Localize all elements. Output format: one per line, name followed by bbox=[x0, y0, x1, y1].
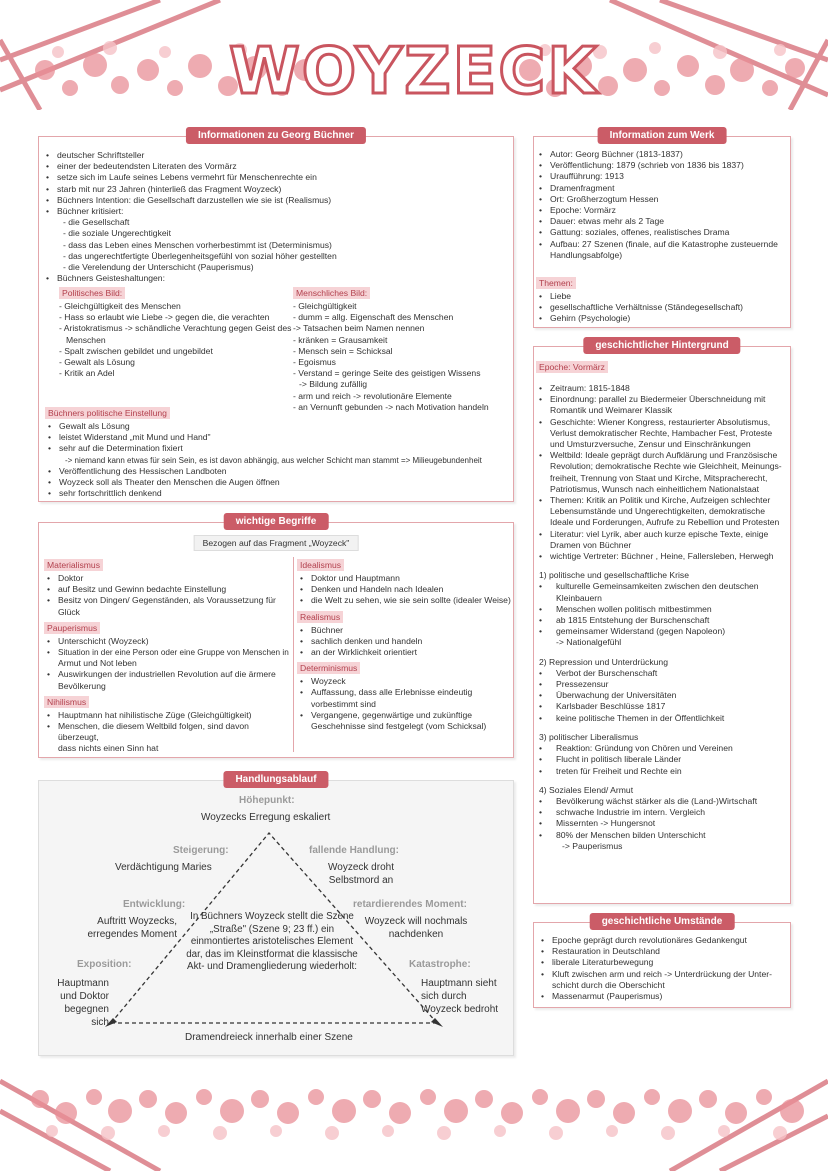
list-item: - Mensch sein = Schicksal bbox=[293, 345, 393, 356]
list-item: Dramen von Büchner bbox=[550, 539, 632, 550]
list-item: • auf Besitz und Gewinn bedachte Einstellung bbox=[44, 584, 289, 595]
page-title: WOYZECK bbox=[229, 35, 599, 109]
retard-text: Woyzeck will nochmals nachdenken bbox=[364, 916, 468, 940]
list-item: schicht durch die Oberschicht bbox=[552, 979, 665, 990]
katastrophe-text: Hauptmann sieht sich durch Woyzeck bedroht bbox=[421, 978, 499, 1015]
list-item: - Kritik an Adel bbox=[59, 368, 115, 379]
list-item: Bevölkerung bbox=[58, 680, 106, 691]
list-item: • Geschichte: Wiener Kongress, restaurierter Absolutismus, bbox=[536, 417, 788, 428]
list-item: • Hauptmann hat nihilistische Züge (Gleichgültigkeit) bbox=[44, 710, 289, 721]
exposition-text: Hauptmann und Doktor begegnen sich bbox=[57, 978, 109, 1028]
list-item: - Spalt zwischen gebildet und ungebildet bbox=[59, 345, 213, 356]
column-divider bbox=[293, 557, 294, 752]
werk-box bbox=[533, 130, 791, 328]
list-item: • setze sich im Laufe seines Lebens vermehrt für Menschenrechte ein bbox=[43, 172, 503, 183]
list-item: • Flucht in politisch liberale Länder bbox=[536, 754, 788, 765]
list-item: Handlungsabfolge) bbox=[550, 249, 623, 260]
list-item: - das ungerechtfertigte Überlegenheitsgefühl von sozial höher gestellten bbox=[63, 250, 337, 261]
list-item: • Büchner kritisiert: bbox=[43, 206, 503, 217]
list-item: • 80% der Menschen bilden Unterschicht bbox=[536, 830, 788, 841]
list-item: • Veröffentlichung: 1879 (schrieb von 1836 bis 1837) bbox=[536, 160, 788, 171]
list-item: Revolution; demokratische Rechte wie Gleichheit, Meinungs- bbox=[550, 461, 782, 472]
entwicklung-text: Auftritt Woyzecks, erregendes Moment bbox=[87, 916, 177, 940]
retard-label: retardierendes Moment: bbox=[353, 899, 467, 910]
list-item: • Menschen wollen politisch mitbestimmen bbox=[536, 604, 788, 615]
list-item: - arm und reich -> revolutionäre Elemente bbox=[293, 390, 452, 401]
list-item: -> Pauperismus bbox=[562, 840, 623, 851]
list-item: • Woyzeck soll als Theater den Menschen die Augen öffnen bbox=[45, 477, 510, 488]
list-item: - Verstand = geringe Seite des geistigen Wissens bbox=[293, 368, 481, 379]
list-item: • Massenarmut (Pauperismus) bbox=[538, 991, 788, 1002]
themen-tag: Themen: bbox=[536, 277, 576, 289]
list-item: • Büchner bbox=[297, 625, 511, 636]
hoehepunkt-text: Woyzecks Erregung eskaliert bbox=[201, 812, 331, 823]
list-item: • Doktor und Hauptmann bbox=[297, 573, 511, 584]
list-item: -> Bildung zufällig bbox=[299, 379, 368, 390]
entwicklung-label: Entwicklung: bbox=[123, 899, 186, 910]
list-item: • sachlich denken und handeln bbox=[297, 636, 511, 647]
list-item: • Zeitraum: 1815-1848 bbox=[536, 383, 788, 394]
politisch-tag: Politisches Bild: bbox=[59, 287, 125, 299]
idealismus-tag: Idealismus bbox=[297, 559, 344, 571]
list-item: • kulturelle Gemeinsamkeiten zwischen den deutschen bbox=[536, 581, 788, 592]
list-item: Glück bbox=[58, 606, 80, 617]
list-item: • Themen: Kritik an Politik und Kirche, Aufzeigen schlechter bbox=[536, 495, 788, 506]
list-item: • Gehirn (Psychologie) bbox=[536, 313, 788, 324]
steigerung-label: Steigerung: bbox=[173, 845, 229, 856]
list-item: • gemeinsamer Widerstand (gegen Napoleon) bbox=[536, 626, 788, 637]
list-item: - die Gesellschaft bbox=[63, 217, 130, 228]
list-item: -> Tatsachen beim Namen nennen bbox=[293, 323, 425, 334]
list-item: • Liebe bbox=[536, 291, 788, 302]
list-item: - Aristokratismus -> schändliche Verachtung gegen Geist des bbox=[59, 323, 292, 334]
list-item: Ideale und Forderungen, Aufrufe zu Rebellion und Protesten bbox=[550, 517, 780, 528]
list-item: -> Nationalgefühl bbox=[556, 637, 622, 648]
list-item: • wichtige Vertreter: Büchner , Heine, Fallersleben, Herwegh bbox=[536, 551, 788, 562]
materialismus-tag: Materialismus bbox=[44, 559, 103, 571]
list-item: • keine politische Themen in der Öffentlichkeit bbox=[536, 713, 788, 724]
list-item: • die Welt zu sehen, wie sie sein sollte (idealer Weise) bbox=[297, 595, 511, 606]
list-item: • Weltbild: Ideale geprägt durch Aufklärung und Französische bbox=[536, 450, 788, 461]
list-item: • Büchners Geisteshaltungen: bbox=[43, 273, 503, 284]
list-item: • starb mit nur 23 Jahren (hinterließ das Fragment Woyzeck) bbox=[43, 184, 503, 195]
epoche-tag: Epoche: Vormärz bbox=[536, 361, 608, 373]
list-item: • Auswirkungen der industriellen Revolution auf die ärmere bbox=[44, 669, 289, 680]
list-item: • Veröffentlichung des Hessischen Landboten bbox=[45, 466, 510, 477]
begriffe-header: wichtige Begriffe bbox=[224, 513, 329, 530]
list-item: • Situation in der eine Person oder eine Gruppe von Menschen in bbox=[44, 647, 289, 658]
list-item: - kränken = Grausamkeit bbox=[293, 334, 388, 345]
list-item: • Besitz von Dingen/ Gegenständen, als Voraussetzung für bbox=[44, 595, 289, 606]
list-item: freiheit, Trennung von Staat und Kirche, Mitspracherecht, bbox=[550, 472, 768, 483]
list-item: - an Vernunft gebunden -> nach Motivation handeln bbox=[293, 401, 489, 412]
hintergrund-box bbox=[533, 340, 791, 904]
list-item: • einer der bedeutendsten Literaten des Vormärz bbox=[43, 161, 503, 172]
begriffe-box bbox=[38, 516, 514, 758]
list-item: • leistet Widerstand „mit Mund und Hand" bbox=[45, 432, 510, 443]
list-item: - Gleichgültigkeit des Menschen bbox=[59, 301, 181, 311]
begriffe-subheader: Bezogen auf das Fragment „Woyzeck" bbox=[194, 535, 359, 551]
katastrophe-label: Katastrophe: bbox=[409, 959, 471, 970]
exposition-label: Exposition: bbox=[77, 959, 132, 970]
nihilismus-tag: Nihilismus bbox=[44, 696, 89, 708]
list-item: und Umsturzversuche, Zensur und Einschränkungen bbox=[550, 439, 751, 450]
list-item: • sehr auf die Determination fixiert bbox=[45, 443, 510, 454]
list-item: • Missernten -> Hungersnot bbox=[536, 818, 788, 829]
list-item: • Gewalt als Lösung bbox=[45, 421, 510, 432]
steigerung-text: Verdächtigung Maries bbox=[115, 862, 212, 873]
list-item: • Dramenfragment bbox=[536, 183, 788, 194]
list-item: - die Verelendung der Unterschicht (Pauperismus) bbox=[63, 262, 254, 273]
list-item: Armut und Not leben bbox=[58, 658, 137, 669]
list-item: Romantik und Weimarer Klassik bbox=[550, 405, 673, 416]
dots-pattern-icon bbox=[0, 1061, 828, 1171]
list-item: • schwache Industrie im intern. Vergleich bbox=[536, 807, 788, 818]
list-item: • ab 1815 Entstehung der Burschenschaft bbox=[536, 615, 788, 626]
fallend-label: fallende Handlung: bbox=[309, 845, 399, 856]
list-item: • Pressezensur bbox=[536, 679, 788, 690]
list-item: • Bevölkerung wächst stärker als die (Land-)Wirtschaft bbox=[536, 796, 788, 807]
list-item: • Woyzeck bbox=[297, 676, 511, 687]
krise-title: 1) politische und gesellschaftliche Krise bbox=[539, 570, 689, 581]
list-item: Patriotismus, Wunsch nach einheitlichem Nationalstaat bbox=[550, 483, 760, 494]
handlung-header: Handlungsablauf bbox=[223, 771, 328, 788]
list-item: • Verbot der Burschenschaft bbox=[536, 668, 788, 679]
list-item: - Egoismus bbox=[293, 357, 336, 368]
determinismus-tag: Determinismus bbox=[297, 662, 360, 674]
list-item: Menschen bbox=[66, 334, 106, 345]
umstaende-header: geschichtliche Umstände bbox=[590, 913, 735, 930]
list-item: • Karlsbader Beschlüsse 1817 bbox=[536, 701, 788, 712]
list-item: - Gleichgültigkeit bbox=[293, 301, 357, 311]
list-item: - dumm = allg. Eigenschaft des Menschen bbox=[293, 312, 454, 323]
list-item: • Denken und Handeln nach Idealen bbox=[297, 584, 511, 595]
list-item: • Autor: Georg Büchner (1813-1837) bbox=[536, 149, 788, 160]
list-item: • gesellschaftliche Verhältnisse (Ständegesellschaft) bbox=[536, 302, 788, 313]
list-item: - die soziale Ungerechtigkeit bbox=[63, 228, 171, 239]
buechner-header: Informationen zu Georg Büchner bbox=[186, 127, 366, 144]
fallend-text: Woyzeck droht Selbstmord an bbox=[328, 862, 394, 886]
buechner-box bbox=[38, 130, 514, 502]
list-item: Geschehnisse sind festgelegt (vom Schicksal) bbox=[311, 721, 487, 732]
list-item: • Vergangene, gegenwärtige und zukünftige bbox=[297, 710, 511, 721]
list-item: • Aufbau: 27 Szenen (finale, auf die Katastrophe zusteuernde bbox=[536, 239, 788, 250]
list-item: • an der Wirklichkeit orientiert bbox=[297, 647, 511, 658]
elend-title: 4) Soziales Elend/ Armut bbox=[539, 784, 634, 795]
list-item: • treten für Freiheit und Rechte ein bbox=[536, 766, 788, 777]
list-item: vorbestimmt sind bbox=[311, 698, 376, 709]
list-item: • deutscher Schriftsteller bbox=[43, 150, 503, 161]
list-item: • sehr fortschrittlich denkend bbox=[45, 488, 510, 499]
handlung-box bbox=[38, 774, 514, 1056]
list-item: • Doktor bbox=[44, 573, 289, 584]
einstellung-tag: Büchners politische Einstellung bbox=[45, 407, 170, 419]
menschlich-tag: Menschliches Bild: bbox=[293, 287, 370, 299]
repression-title: 2) Repression und Unterdrückung bbox=[539, 656, 668, 667]
hoehepunkt-label: Höhepunkt: bbox=[239, 795, 295, 806]
list-item: • Überwachung der Universitäten bbox=[536, 690, 788, 701]
list-item: - dass das Leben eines Menschen vorherbestimmt ist (Determinismus) bbox=[63, 239, 332, 250]
dreieck-caption: Dramendreieck innerhalb einer Szene bbox=[185, 1032, 353, 1043]
list-item: • Einordnung: parallel zu Biedermeier Überschneidung mit bbox=[536, 394, 788, 405]
list-item: dass nichts einen Sinn hat bbox=[58, 743, 159, 754]
list-item: • liberale Literaturbewegung bbox=[538, 957, 788, 968]
list-item: • Epoche: Vormärz bbox=[536, 205, 788, 216]
list-item: • Literatur: viel Lyrik, aber auch kurze epische Texte, einige bbox=[536, 529, 788, 540]
list-item: • Gattung: soziales, offenes, realistisches Drama bbox=[536, 227, 788, 238]
list-item: -> niemand kann etwas für sein Sein, es ist davon abhängig, aus welcher Schicht man stammt => Milieugebundenheit bbox=[65, 455, 482, 465]
pauperismus-tag: Pauperismus bbox=[44, 622, 100, 634]
realismus-tag: Realismus bbox=[297, 611, 343, 623]
center-text: In Büchners Woyzeck stellt die Szene „Straße" (Szene 9; 23 ff.) ein einmontiertes aristotelisches Element dar, das im Kleinstformat die klassische Akt- und Dramengliederung wiederholt: bbox=[186, 911, 358, 972]
list-item: • Büchners Intention: die Gesellschaft darzustellen wie sie ist (Realismus) bbox=[43, 195, 503, 206]
list-item: • Auffassung, dass alle Erlebnisse eindeutig bbox=[297, 687, 511, 698]
list-item: • Dauer: etwas mehr als 2 Tage bbox=[536, 216, 788, 227]
bottom-decoration bbox=[0, 1061, 828, 1171]
list-item: Kleinbauern bbox=[556, 592, 602, 603]
hintergrund-header: geschichtlicher Hintergrund bbox=[583, 337, 740, 354]
list-item: • Epoche geprägt durch revolutionäres Gedankengut bbox=[538, 935, 788, 946]
list-item: Verlust demokratischer Rechte, Hambacher Fest, Proteste bbox=[550, 427, 773, 438]
list-item: • Restauration in Deutschland bbox=[538, 946, 788, 957]
list-item: • Reaktion: Gründung von Chören und Vereinen bbox=[536, 743, 788, 754]
list-item: • Kluft zwischen arm und reich -> Unterdrückung der Unter- bbox=[538, 969, 788, 980]
list-item: • Ort: Großherzogtum Hessen bbox=[536, 194, 788, 205]
list-item: • Menschen, die diesem Weltbild folgen, sind davon überzeugt, bbox=[44, 721, 289, 743]
list-item: - Hass so erlaubt wie Liebe -> gegen die, die verachten bbox=[59, 312, 270, 323]
list-item: • Unterschicht (Woyzeck) bbox=[44, 636, 289, 647]
list-item: • Uraufführung: 1913 bbox=[536, 171, 788, 182]
liberalismus-title: 3) politischer Liberalismus bbox=[539, 731, 639, 742]
list-item: - Gewalt als Lösung bbox=[59, 357, 135, 368]
werk-header: Information zum Werk bbox=[598, 127, 727, 144]
umstaende-box bbox=[533, 916, 791, 1008]
list-item: Lebensumstände und Ungerechtigkeiten, demokratische bbox=[550, 506, 765, 517]
